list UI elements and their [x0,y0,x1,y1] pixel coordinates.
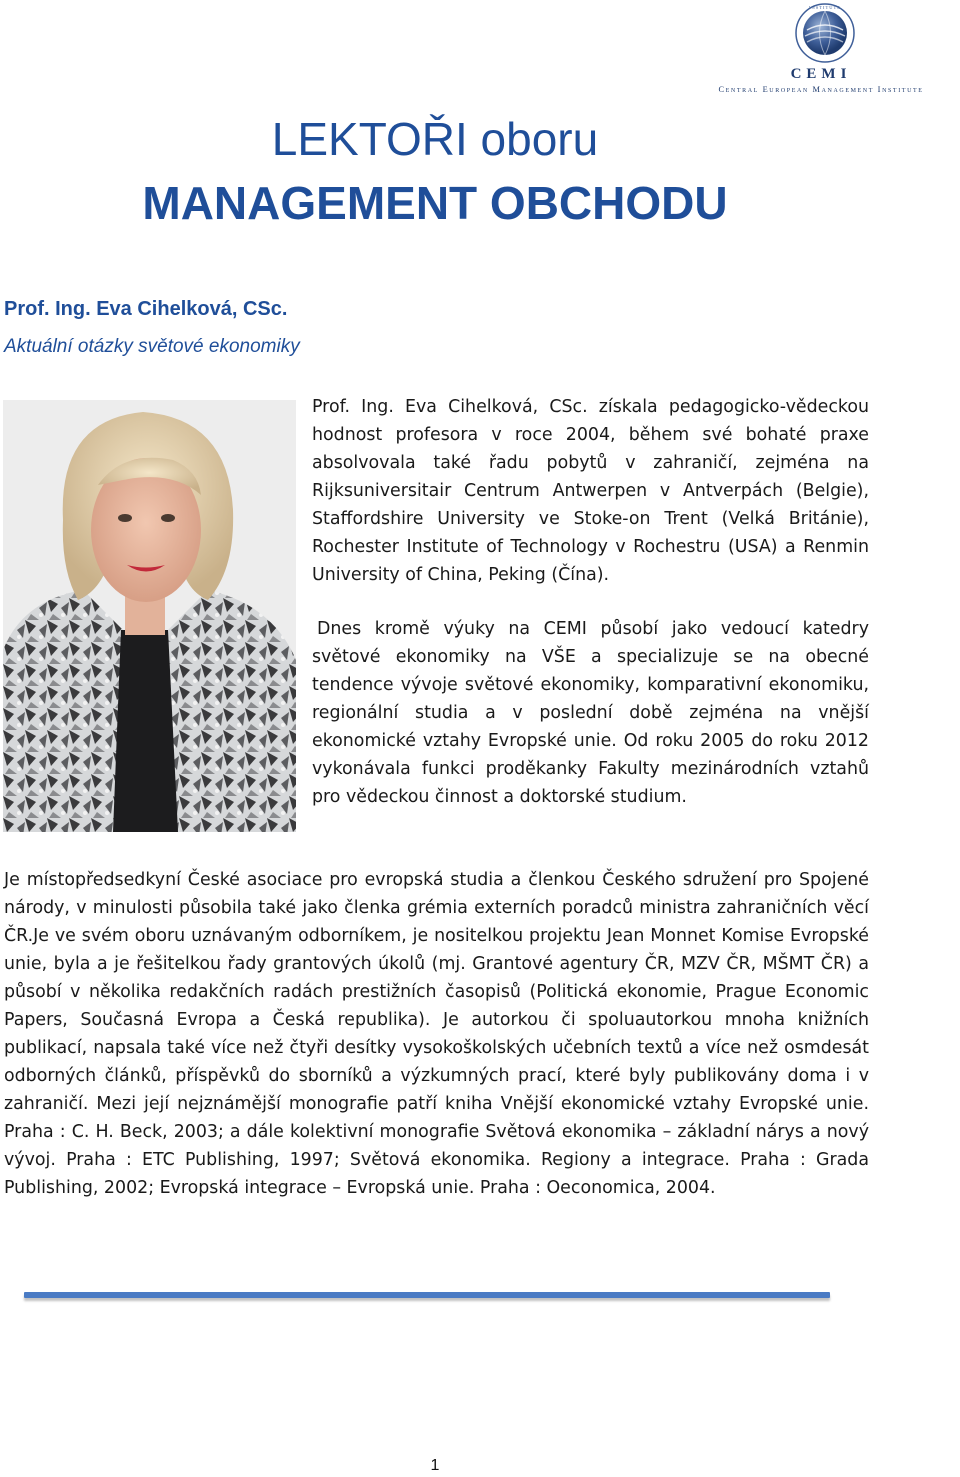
page-title-line2: MANAGEMENT OBCHODU [142,177,728,229]
bio-paragraph-1: Prof. Ing. Eva Cihelková, CSc. získala pedagogicko-vědeckou hodnost profesora v roce 2004, během své bohaté praxe absolvovala také řadu pobytů v zahraničí, zejména na Rijksuniversitair Centrum Antwerpen v Antverpách (Belgie), Staffordshire University ve Stoke-on Trent (Velká Británie), Rochester Institute of Technology v Rochestru (USA) a Renmin University of China, Peking (Čína). [312,397,869,585]
bio-paragraph-3: Je místopředsedkyní České asociace pro evropská studia a členkou Českého sdružení pro Spojené národy, v minulosti působila také jako členka grémia externích poradců ministra zahraničních věcí ČR.Je ve svém oboru uznávaným odborníkem, je nositelkou projektu Jean Monnet Komise Evropské unie, byla a je řešitelkou řady grantových úkolů (mj. Grantové agentury ČR, MZV ČR, MŠMT ČR) a působí v několika redakčních radách prestižních časopisů (Politická ekonomie, Prague Economic Papers, Současná Evropa a Česká republika). Je autorkou či spoluautorkou mnoha knižních publikací, napsala také více než čtyři desítky vysokoškolských učebních textů a více než osmdesát odborných článků, příspěvků do sborníků a výzkumných prací, které byly publikovány doma i v zahraničí. Mezi její nejznámější monografie patří kniha Vnější ekonomické vztahy Evropské unie. Praha : C. H. Beck, 2003; a dále kolektivní monografie Světová ekonomika – základní nárys a nový vývoj. Praha : ETC Publishing, 1997; Světová ekonomika. Regiony a integrace. Praha : Grada Publishing, 2002; Evropská integrace – Evropská unie. Praha : Oeconomica, 2004. [4,870,869,1198]
page-number: 1 [430,1457,440,1474]
cemi-logo [686,2,956,98]
logo-name: CEMI [790,66,852,82]
footer-rule [24,1292,830,1298]
bio-paragraph-2: Dnes kromě výuky na CEMI působí jako vedoucí katedry světové ekonomiky na VŠE a specializuje se na obecné tendence vývoje světové ekonomiky, komparativní ekonomiku, regionální studia a v poslední době zejména na vnější ekonomické vztahy Evropské unie. Od roku 2005 do roku 2012 vykonávala funkci proděkanky Fakulty mezinárodních vztahů pro vědeckou činnost a doktorské studium. [312,619,869,807]
page-title-line1: LEKTOŘI oboru [271,113,599,165]
lecturer-name: Prof. Ing. Eva Cihelková, CSc. [4,298,288,320]
logo-ring-text: INSTITUTE [809,5,841,10]
lecturer-subject: Aktuální otázky světové ekonomiky [4,336,300,357]
globe-icon [794,2,856,64]
lecturer-photo [3,400,296,832]
logo-subtitle: Central European Management Institute [718,85,924,94]
